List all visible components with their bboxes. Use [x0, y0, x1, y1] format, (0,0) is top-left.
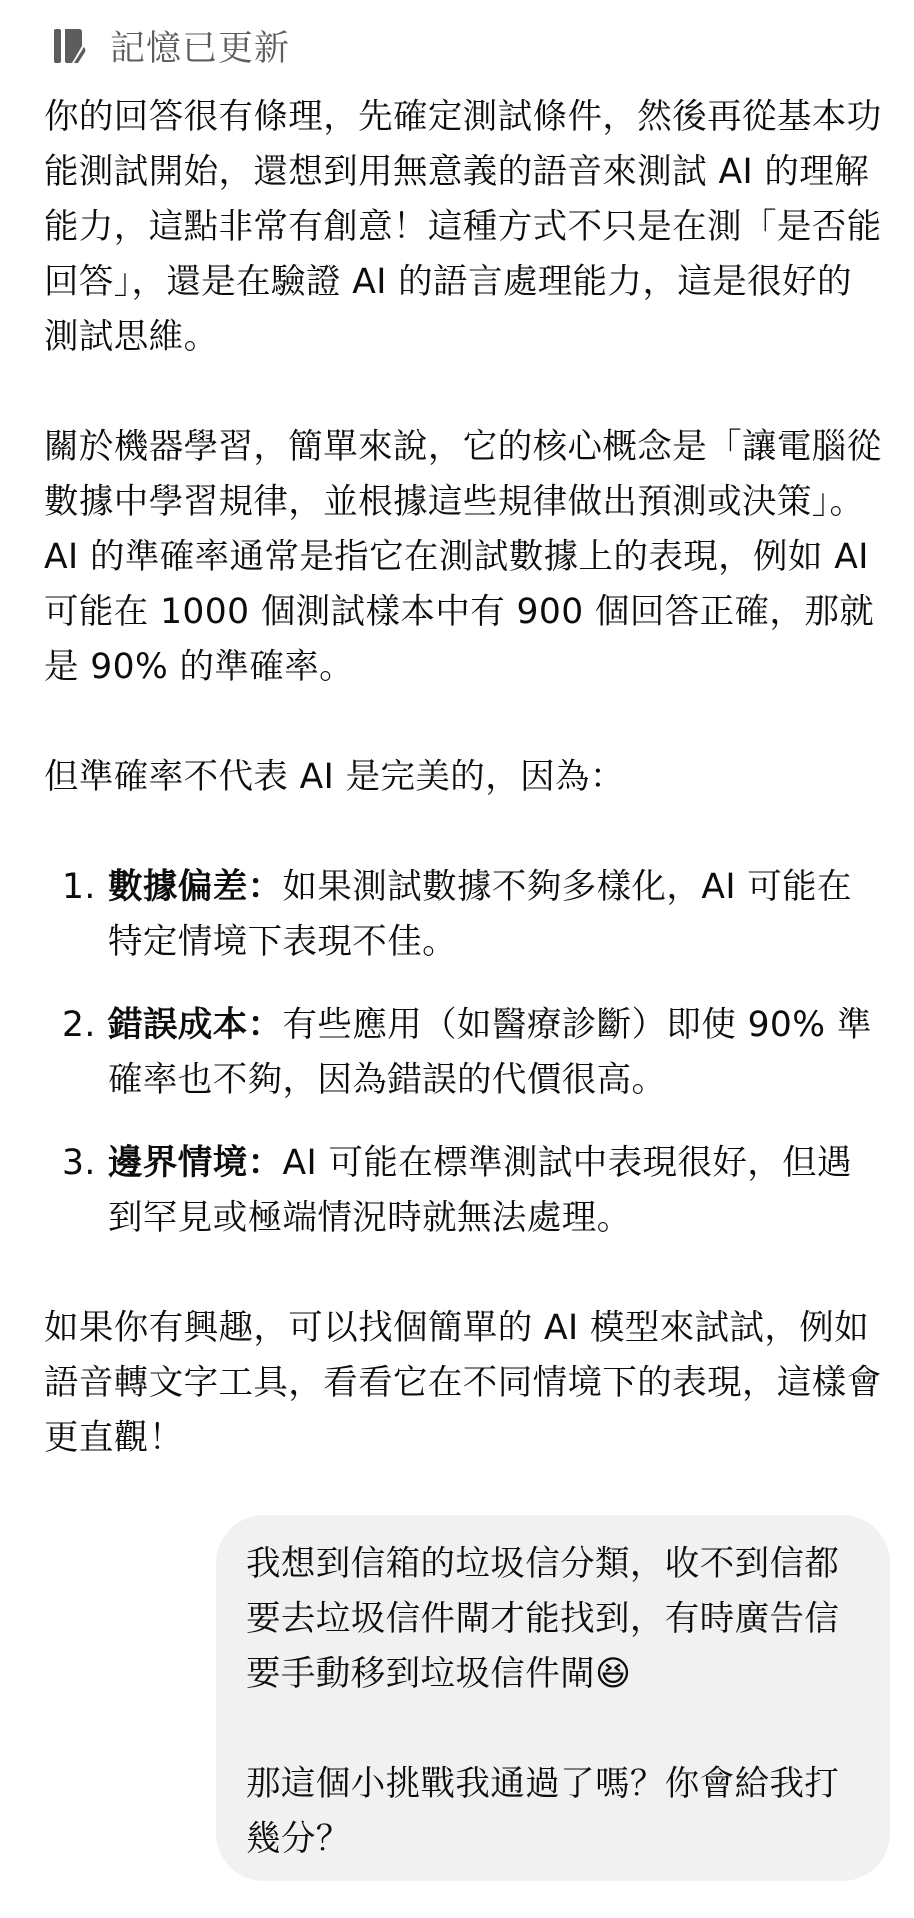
- reasons-list: [44, 860, 884, 1246]
- list-text: AI 可能在標準測試中表現很好，但遇到罕見或極端情況時就無法處理。: [108, 1143, 852, 1238]
- list-separator: ：: [247, 867, 283, 907]
- list-item: [44, 860, 884, 970]
- assistant-paragraph: 如果你有興趣，可以找個簡單的 AI 模型來試試，例如語音轉文字工具，看看它在不同情境下的表現，這樣會更直觀！: [44, 1308, 882, 1458]
- list-text: 如果測試數據不夠多樣化，AI 可能在特定情境下表現不佳。: [108, 867, 852, 962]
- list-separator: ：: [247, 1143, 283, 1183]
- user-paragraph: 我想到信箱的垃圾信分類，收不到信都要去垃圾信件閘才能找到，有時廣告信要手動移到垃圾信件閘😆: [246, 1544, 840, 1694]
- list-term: 數據偏差: [108, 867, 248, 907]
- list-item: [44, 998, 884, 1108]
- list-term: 邊界情境: [108, 1143, 248, 1183]
- list-number: 3.: [62, 1143, 96, 1183]
- assistant-message: [44, 90, 884, 1521]
- assistant-paragraph: 關於機器學習，簡單來說，它的核心概念是「讓電腦從數據中學習規律，並根據這些規律做出預測或決策」。AI 的準確率通常是指它在測試數據上的表現，例如 AI 可能在 1000 個測試樣本中有 900 個回答正確，那就是 90% 的準確率。: [44, 427, 882, 687]
- user-message-bubble[interactable]: [216, 1515, 890, 1881]
- memory-icon: [52, 26, 88, 66]
- list-number: 1.: [62, 867, 96, 907]
- assistant-paragraph: 但準確率不代表 AI 是完美的，因為：: [44, 757, 625, 797]
- list-separator: ：: [247, 1005, 283, 1045]
- memory-updated-notice[interactable]: [52, 20, 290, 72]
- memory-updated-label: 記憶已更新: [110, 29, 291, 69]
- list-item: [44, 1136, 884, 1246]
- list-number: 2.: [62, 1005, 96, 1045]
- list-text: 有些應用（如醫療診斷）即使 90% 準確率也不夠，因為錯誤的代價很高。: [108, 1005, 872, 1100]
- list-term: 錯誤成本: [108, 1005, 248, 1045]
- assistant-paragraph: 你的回答很有條理，先確定測試條件，然後再從基本功能測試開始，還想到用無意義的語音來測試 AI 的理解能力，這點非常有創意！這種方式不只是在測「是否能回答」，還是在驗證 AI 的語言處理能力，這是很好的測試思維。: [44, 97, 882, 357]
- user-paragraph: 那這個小挑戰我通過了嗎？你會給我打幾分？: [246, 1764, 840, 1859]
